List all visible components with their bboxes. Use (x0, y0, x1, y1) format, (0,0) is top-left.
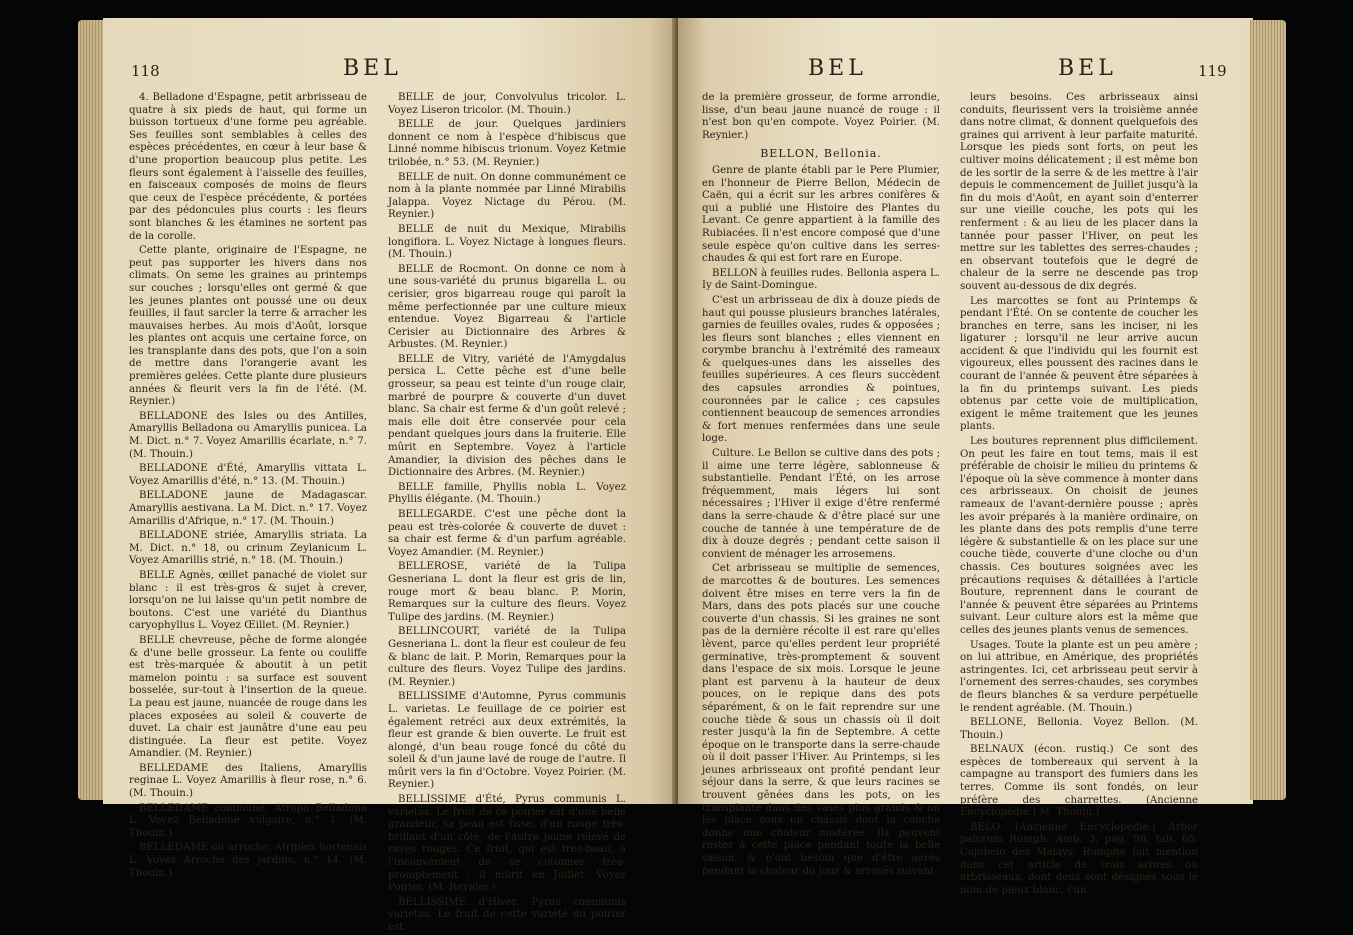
paragraph: BELLEDAME ou arroche, Atriplex hortensis L. Voyez Arroche des jardins, n.° 14. (M. Thouin.) (129, 842, 367, 879)
paragraph: BELLEDAME des Italiens, Amaryllis reginae L. Voyez Amarillis à fleur rose, n.° 6. (M. Thouin.) (129, 762, 367, 800)
right-page (678, 18, 1253, 896)
paragraph: Usages. Toute la plante est un peu amère ; on lui attribue, en Amérique, des propriétés astringentes. Ici, cet arbrisseau peut servir à l'ornement des serres-chaudes, ses corymbes de fleurs blanches & sa verdure perpétuelle le rendent agréable. (M. Thouin.) (960, 639, 1198, 714)
paragraph: BELLADONE striée, Amaryllis striata. La M. Dict. n.° 18, ou crinum Zeylanicum L. Voyez Amarillis strié, n.° 18. (M. Thouin.) (129, 530, 367, 567)
paragraph: BELLADONE des Isles ou des Antilles, Amaryllis Belladona ou Amaryllis punicea. La M. Dict. n.° 7. Voyez Amarillis écarlate, n.° 7. (M. Thouin.) (129, 410, 367, 460)
paragraph: BELLADONE jaune de Madagascar. Amaryllis aestivana. La M. Dict. n.° 17. Voyez Amarillis d'Afrique, n.° 17. (M. Thouin.) (129, 490, 367, 527)
paragraph: Les marcottes se font au Printemps & pendant l'Été. On se contente de coucher les branches en terre, sans les inciser, ni les ligaturer ; lorsqu'il ne leur arrive aucun accident & que l'individu qui les fournit est vigoureux, elles poussent des racines dans le courant de l'année & peuvent être séparées à la fin du printemps suivant. Les pieds obtenus par cette voie de multiplication, exigent le même traitement que les jeunes plants. (960, 295, 1198, 433)
paragraph: BELLE Agnès, œillet panaché de violet sur blanc : il est très-gros & sujet à crever, lorsqu'on ne lui laisse qu'un petit nombre de boutons. C'est une variété du Dianthus caryophyllus L. Voyez Œillet. (M. Reynier.) (129, 569, 367, 632)
page-edges-left (78, 20, 106, 800)
left-page (103, 18, 678, 933)
paragraph: BELLE de Vitry, variété de l'Amygdalus persica L. Cette pêche est d'une belle grosseur, sa peau est teinte d'un rouge clair, marbré de pourpre & couverte d'un duvet blanc. Sa chair est ferme & d'un goût relevé ; mais elle doit être conservée pour cela pendant quelques jours dans la fruiterie. Elle mûrit en Septembre. Voyez à l'article Amandier, la division des pêches dans le Dictionnaire des Arbres. (M. Reynier.) (388, 353, 626, 479)
paragraph: Genre de plante établi par le Pere Plumier, en l'honneur de Pierre Bellon, Médecin de Caën, qui a écrit sur les arbres conifères & qui a publié une Histoire des Plantes du Levant. Ce genre appartient à la famille des Rubiacées. Il n'est encore composé que d'une seule espèce qu'on cultive dans les serres-chaudes & qui est fort rare en Europe. (702, 164, 940, 265)
left-column-1 (129, 92, 367, 879)
page-number: 118 (131, 62, 160, 80)
paragraph: leurs besoins. Ces arbrisseaux ainsi conduits, fleurissent vers la troisième année dans notre climat, & donnent quelquefois des graines qui arrivent à leur parfaite maturité. Lorsque les pieds sont forts, on peut les cultiver moins délicatement ; il est même bon de les sortir de la serre & de les mettre à l'air depuis le commencement de Juillet jusqu'à la fin du mois d'Août, en ayant soin d'enterrer sur une vieille couche, les pots qui les renferment : & au lieu de les placer dans la tannée pour passer l'Hiver, on peut les mettre sur les tablettes des serres-chaudes ; en observant toutefois que le degré de chaleur de la serre ne descende pas trop souvent au-dessous de dix degrés. (960, 92, 1198, 292)
paragraph: BELLEGARDE. C'est une pêche dont la peau est très-colorée & couverte de duvet : sa chair est ferme & d'un parfum agréable. Voyez Amandier. (M. Reynier.) (388, 509, 626, 558)
paragraph: de la première grosseur, de forme arrondie, lisse, d'un beau jaune nuancé de rouge : il n'est bon qu'en compote. Voyez Poirier. (M. Reynier.) (702, 92, 940, 141)
page-edges-right (1250, 20, 1286, 800)
paragraph: BELLE de nuit. On donne communément ce nom à la plante nommée par Linné Mirabilis Jalappa. Voyez Nictage du Pérou. (M. Reynier.) (388, 171, 626, 221)
paragraph: BELLONE, Bellonia. Voyez Bellon. (M. Thouin.) (960, 717, 1198, 741)
left-column-2 (388, 92, 626, 933)
right-column-1 (702, 92, 940, 877)
paragraph: BELLISSIME d'Été, Pyrus communis L. varietas. Le fruit de ce poirier est d'une belle grandeur, sa peau est lisse, d'un rouge très-brillant d'un côté, de l'autre jaune relevé de rayes rouges. Ce fruit, qui est très-beau, a l'inconvénient de se cotonner très-promptement : il mûrit en Juillet. Voyez Poirier. (M. Reynier.) (388, 794, 626, 894)
paragraph: BELO. (Ancienne Encyclopédie.) Arbor palorum Rumph. Amb. 3, pag. 98, tab. 65. Cajubelo des Malays. Rumphe fait mention dans cet article de trois arbres ou arbrisseaux, dont deux sont désignés sous le nom de pieux blanc, l'un (960, 821, 1198, 896)
paragraph: BELLINCOURT, variété de la Tulipa Gesneriana L. dont la fleur est couleur de feu & blanc de lait. P. Morin, Remarques pour la culture des fleurs. Voyez Tulipe des jardins. (M. Reynier.) (388, 626, 626, 688)
paragraph: BELLE de jour. Quelques jardiniers donnent ce nom à l'espèce d'hibiscus que Linné nomme hibiscus trionum. Voyez Ketmie trilobée, n.° 53. (M. Reynier.) (388, 119, 626, 168)
section-heading: BELLON, Bellonia. (760, 147, 882, 161)
paragraph: BELLADONE d'Été, Amaryllis vittata L. Voyez Amarillis d'été, n.° 13. (M. Thouin.) (129, 463, 367, 487)
paragraph: Culture. Le Bellon se cultive dans des pots ; il aime une terre légère, sablonneuse & substantielle. Pendant l'Été, on les arrose fréquemment, mais légers lui sont nécessaires ; l'Hiver il exige d'être renfermé dans la serre-chaude & d'être placé sur une couche de tannée à une température de de dix à douze degrés ; pendant cette saison il convient de ménager les arrosemens. (702, 448, 940, 560)
paragraph: BELLON à feuilles rudes. Bellonia aspera L. Iy de Saint-Domingue. (702, 267, 940, 292)
right-column-2 (960, 92, 1198, 896)
paragraph: BELLISSIME d'Automne, Pyrus communis L. varietas. Le feuillage de ce poirier est également retréci aux deux extrémités, la fleur est grande & bien ouverte. Le fruit est alongé, d'un beau rouge foncé du côté du soleil & d'un jaune lavé de rouge de l'autre. Il mûrit vers la fin d'Octobre. Voyez Poirier. (M. Reynier.) (388, 691, 626, 791)
running-head: BEL (808, 56, 867, 81)
paragraph: BELNAUX (écon. rustiq.) Ce sont des espèces de tombereaux qui servent à la campagne au transport des fumiers dans les terres. Comme ils sont fondés, on leur préfère des charrettes. (Ancienne Encyclopédie.) M. Thouin.) (960, 744, 1198, 819)
paragraph: Les boutures reprennent plus difficilement. On peut les faire en tout tems, mais il est préférable de choisir le milieu du printems & l'époque où la sève commence à monter dans ces arbrisseaux. On choisit de jeunes rameaux de l'avant-dernière pousse ; après les avoir préparés à la manière ordinaire, on les plante dans des pots remplis d'une terre légère & substantielle & on les place sur une couche tiède, couverte d'une cloche ou d'un chassis. Ces boutures soignées avec les précautions requises & détaillées à l'article Bouture, reprennent dans le courant de l'année & peuvent être séparées au Printems suivant. Leur culture alors est la même que celles des jeunes plants venus de semences. (960, 436, 1198, 636)
paragraph: C'est un arbrisseau de dix à douze pieds de haut qui pousse plusieurs branches latérales, garnies de feuilles ovales, rudes & opposées ; les fleurs sont blanches ; elles viennent en corymbe branchu à l'extrémité des rameaux & quelques-unes dans les aisselles des feuilles supérieures. A ces fleurs succèdent des capsules arrondies & pointues, couronnées par le calice ; ces capsules contiennent beaucoup de semences arrondies & fort menues renfermées dans une seule loge. (702, 294, 940, 445)
paragraph: 4. Belladone d'Espagne, petit arbrisseau de quatre à six pieds de haut, qui forme un buisson tortueux d'une forme peu agréable. Ses feuilles sont semblables à celles des espèces précédentes, en cœur à leur base & d'une proportion beaucoup plus petite. Les fleurs sont également à l'aisselle des feuilles, en faisceaux composés de moins de fleurs que ceux de l'espèce précédente, & portées par des pédoncules plus courts : les fleurs sont blanches & les étamines ne sortent pas de la corolle. (129, 92, 367, 242)
paragraph: BELLE de Rocmont. On donne ce nom à une sous-variété du prunus bigarella L. ou cerisier, gros bigarreau rouge qui paroît la même perfectionnée par une culture mieux entendue. Voyez Bigarreau & l'article Cerisier au Dictionnaire des Arbres & Arbustes. (M. Reynier.) (388, 263, 626, 351)
paragraph: Cette plante, originaire de l'Espagne, ne peut pas supporter les hivers dans nos climats. On seme les graines au printemps sur couches ; lorsqu'elles ont germé & que les jeunes plantes ont poussé une ou deux feuilles, il faut sarcler la terre & arracher les mauvaises herbes. Au mois d'Août, lorsque les plantes ont acquis une certaine force, on les transplante dans des pots, que l'on a soin de mettre dans l'orangerie avant les premières gelées. Cette plante dure plusieurs années & fleurit vers la fin de l'été. (M. Reynier.) (129, 245, 367, 408)
paragraph: BELLEDAME commune, Atropa Belladona L. Voyez Belladone vulgaire, n.° 1. (M. Thouin.) (129, 802, 367, 839)
paragraph: BELLE de nuit du Mexique, Mirabilis longiflora. L. Voyez Nictage à longues fleurs. (M. Thouin.) (388, 223, 626, 261)
paragraph: BELLEROSE, variété de la Tulipa Gesneriana L. dont la fleur est gris de lin, rouge mort & beau blanc. P. Morin, Remarques sur la culture des fleurs. Voyez Tulipe des jardins. (M. Reynier.) (388, 561, 626, 623)
paragraph: BELLISSIME d'Hiver. Pyrus communis varietas. Le fruit de cette variété du poirier est (388, 896, 626, 933)
paragraph: BELLE chevreuse, pêche de forme alongée & d'une belle grosseur. La fente ou couliffe est très-marquée & aboutit à un petit mamelon pointu : sa surface est souvent bosselée, sur-tout à l'insertion de la queue. La peau est jaune, nuancée de rouge dans les places exposées au soleil & couverte de duvet. La chair est jaunâtre d'une eau peu distinguée. La fleur est petite. Voyez Amandier. (M. Reynier.) (129, 634, 367, 760)
running-head-secondary: BEL (1058, 56, 1117, 81)
running-head: BEL (343, 56, 402, 81)
paragraph: BELLE famille, Phyllis nobla L. Voyez Phyllis élégante. (M. Thouin.) (388, 481, 626, 506)
paragraph: Cet arbrisseau se multiplie de semences, de marcottes & de boutures. Les semences doivent être mises en terre vers la fin de Mars, dans des pots placés sur une couche couverte d'un chassis. Si les graines ne sont pas de la dernière récolte il est rare qu'elles lèvent, parce qu'elles perdent leur propriété germinative, très-promptement & souvent dans l'espace de six mois. Lorsque le jeune plant est parvenu à la hauteur de deux pouces, on le repique dans des pots séparément, & on le fait reprendre sur une couche tiède & sous un chassis où il doit rester jusqu'à la fin de Septembre. A cette époque on le transporte dans la serre-chaude où il doit passer l'Hiver. Au Printemps, si les jeunes arbrisseaux ont profité pendant leur séjour dans la serre, & que leurs racines se trouvent gênées dans les pots, on les transplante dans des vases plus grands & on les place sous un chassis dont la couche donne une chaleur modérée. Ils peuvent rester à cette place pendant toute la belle saison, & n'ont besoin que d'être aérés pendant la chaleur du jour & arrosés suivant (702, 563, 940, 877)
page-number: 119 (1198, 62, 1227, 80)
paragraph: BELLE de jour, Convolvulus tricolor. L. Voyez Liseron tricolor. (M. Thouin.) (388, 92, 626, 116)
